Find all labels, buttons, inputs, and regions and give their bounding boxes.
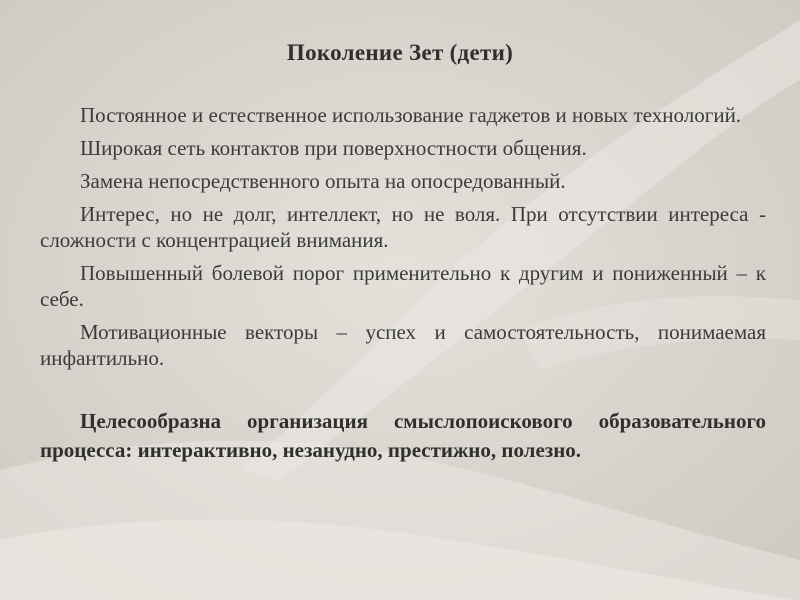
slide-content xyxy=(40,102,766,465)
paragraph-gadgets: Постоянное и естественное использование гаджетов и новых технологий. xyxy=(80,103,742,127)
paragraph-contacts: Широкая сеть контактов при поверхностности общения. xyxy=(80,136,587,160)
paragraph-experience: Замена непосредственного опыта на опосредованный. xyxy=(80,169,566,193)
paragraph-motivation: Мотивационные векторы – успех и самостоятельность, понимаемая инфантильно. xyxy=(40,320,766,370)
paragraph-interest: Интерес, но не долг, интеллект, но не воля. При отсутствии интереса - сложности с концентрацией внимания. xyxy=(40,202,766,252)
slide-title: Поколение Зет (дети) xyxy=(286,40,514,65)
paragraph-pain-threshold: Повышенный болевой порог применительно к другим и пониженный – к себе. xyxy=(40,261,766,311)
slide-conclusion: Целесообразна организация смыслопоискового образовательного процесса: интерактивно, незанудно, престижно, полезно. xyxy=(40,409,766,462)
